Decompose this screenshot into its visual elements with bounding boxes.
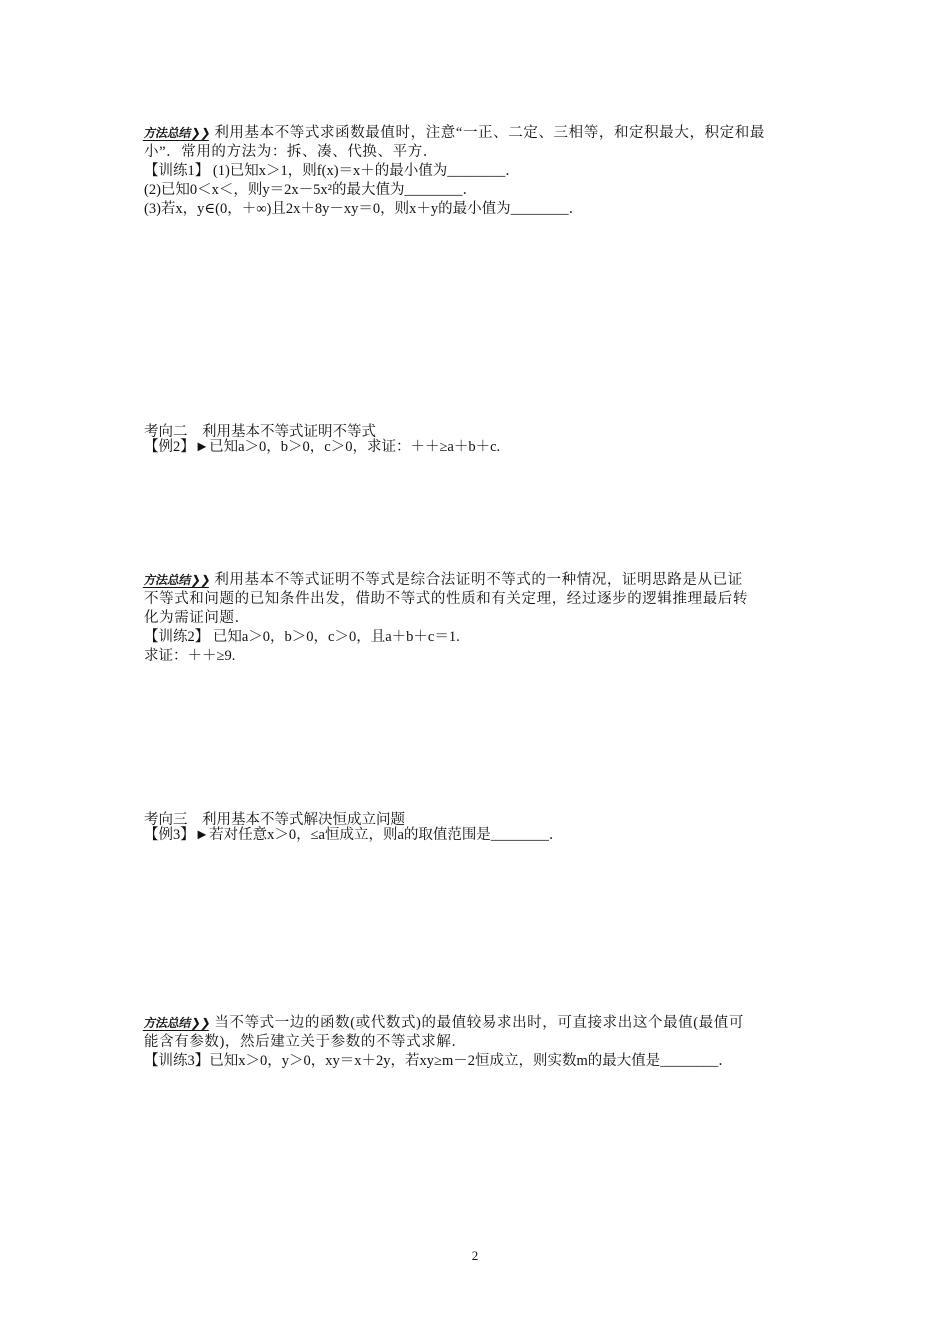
training2-line1: 【训练2】 已知a＞0，b＞0，c＞0，且a＋b＋c＝1. <box>144 629 460 645</box>
method-summary-tag: 方法总结❯❯ <box>142 1016 212 1030</box>
training2-line2: 求证：＋＋≥9. <box>144 648 236 664</box>
section3-summary-line2: 能含有参数)，然后建立关于参数的不等式求解． <box>144 1034 467 1050</box>
section1-summary-line1: 方法总结❯❯ 利用基本不等式求函数最值时，注意“一正、二定、三相等，和定积最大，积定和最 <box>142 125 765 141</box>
method-summary-tag: 方法总结❯❯ <box>142 126 212 140</box>
page-number: 2 <box>471 1248 479 1263</box>
example3: 【例3】►若对任意x＞0，≤a恒成立，则a的取值范围是________． <box>144 827 564 843</box>
example2: 【例2】►已知a＞0，b＞0，c＞0，求证：＋＋≥a＋b＋c. <box>144 439 501 455</box>
training1-part3: (3)若x，y∈(0，＋∞)且2x＋8y－xy＝0，则x＋y的最小值为________． <box>144 201 584 217</box>
section2-summary-line2: 不等式和问题的已知条件出发，借助不等式的性质和有关定理，经过逐步的逻辑推理最后转 <box>144 591 748 607</box>
section2-summary-line3: 化为需证问题． <box>144 610 250 626</box>
training1-part2: (2)已知0＜x＜，则y＝2x－5x²的最大值为________． <box>144 182 478 198</box>
example2-block <box>144 438 814 457</box>
training1-part1: 【训练1】 (1)已知x＞1，则f(x)＝x＋的最小值为________． <box>144 163 520 179</box>
section2-summary-block <box>144 571 814 666</box>
training3: 【训练3】已知x＞0，y＞0，xy＝x＋2y，若xy≥m－2恒成立，则实数m的最大值是________． <box>144 1053 733 1069</box>
section1-summary-line2: 小”．常用的方法为：拆、凑、代换、平方． <box>144 144 438 160</box>
section2-summary-line1: 方法总结❯❯ 利用基本不等式证明不等式是综合法证明不等式的一种情况，证明思路是从已证 <box>142 572 743 588</box>
section3-summary-block <box>144 1014 814 1071</box>
section2-heading: 考向二 利用基本不等式证明不等式 <box>144 424 376 440</box>
section3-summary-line1: 方法总结❯❯ 当不等式一边的函数(或代数式)的最值较易求出时，可直接求出这个最值(最值可 <box>142 1015 744 1031</box>
section1-block <box>144 124 814 219</box>
method-summary-tag: 方法总结❯❯ <box>142 573 212 587</box>
example3-block <box>144 826 814 845</box>
section3-heading: 考向三 利用基本不等式解决恒成立问题 <box>144 812 405 828</box>
